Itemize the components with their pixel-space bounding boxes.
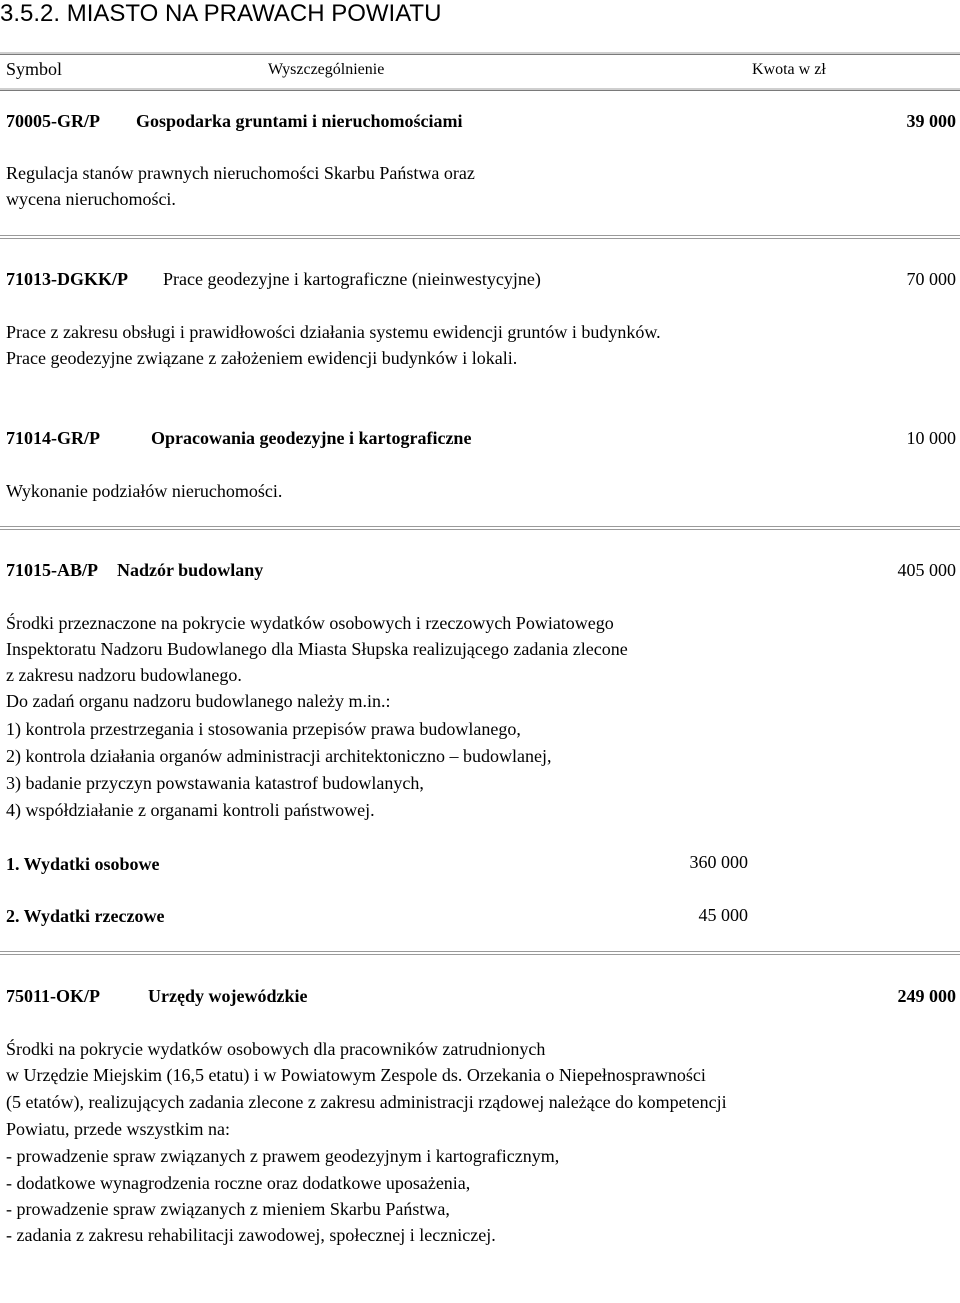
- section-amount: 249 000: [897, 986, 956, 1006]
- header-description: Wyszczególnienie: [268, 61, 385, 78]
- section-text-line: 2) kontrola działania organów administracji architektoniczno – budowlanej,: [6, 746, 552, 766]
- section-amount: 39 000: [906, 111, 956, 131]
- section-text-line: - dodatkowe wynagrodzenia roczne oraz dodatkowe uposażenia,: [6, 1173, 471, 1193]
- section-code: 71015-AB/P: [6, 560, 98, 580]
- section-text-line: wycena nieruchomości.: [6, 189, 176, 209]
- section-code: 70005-GR/P: [6, 111, 100, 131]
- section-code: 75011-OK/P: [6, 986, 100, 1006]
- section-text-line: Wykonanie podziałów nieruchomości.: [6, 481, 283, 501]
- expense-item-amount: 45 000: [698, 905, 748, 925]
- header-amount: Kwota w zł: [752, 61, 826, 78]
- section-code: 71014-GR/P: [6, 428, 100, 448]
- section-text-line: Powiatu, przede wszystkim na:: [6, 1119, 230, 1139]
- section-text-line: 1) kontrola przestrzegania i stosowania przepisów prawa budowlanego,: [6, 719, 521, 739]
- section-name: Gospodarka gruntami i nieruchomościami: [136, 111, 463, 131]
- section-text-line: Inspektoratu Nadzoru Budowlanego dla Miasta Słupska realizującego zadania zlecone: [6, 639, 628, 659]
- section-name: Opracowania geodezyjne i kartograficzne: [151, 428, 472, 448]
- expense-item-amount: 360 000: [689, 852, 748, 872]
- section-text-line: Do zadań organu nadzoru budowlanego należy m.in.:: [6, 691, 391, 711]
- section-text-line: (5 etatów), realizujących zadania zlecone z zakresu administracji rządowej należące do kompetencji: [6, 1092, 727, 1112]
- section-text-line: 3) badanie przyczyn powstawania katastrof budowlanych,: [6, 773, 424, 793]
- section-divider: [0, 951, 960, 955]
- section-text-line: Regulacja stanów prawnych nieruchomości Skarbu Państwa oraz: [6, 163, 475, 183]
- section-amount: 70 000: [906, 269, 956, 289]
- header-top-rule: [0, 52, 960, 55]
- section-text-line: Prace z zakresu obsługi i prawidłowości działania systemu ewidencji gruntów i budynków.: [6, 322, 661, 342]
- page-title: 3.5.2. MIASTO NA PRAWACH POWIATU: [0, 0, 442, 27]
- section-text-line: z zakresu nadzoru budowlanego.: [6, 665, 242, 685]
- expense-item-label: 1. Wydatki osobowe: [6, 854, 160, 874]
- section-text-line: - prowadzenie spraw związanych z prawem geodezyjnym i kartograficznym,: [6, 1146, 560, 1166]
- section-name: Urzędy wojewódzkie: [148, 986, 308, 1006]
- header-symbol: Symbol: [6, 59, 63, 79]
- section-text-line: - zadania z zakresu rehabilitacji zawodowej, społecznej i leczniczej.: [6, 1225, 496, 1245]
- section-amount: 405 000: [897, 560, 956, 580]
- section-text-line: 4) współdziałanie z organami kontroli państwowej.: [6, 800, 375, 820]
- header-bottom-rule: [0, 88, 960, 91]
- expense-item-label: 2. Wydatki rzeczowe: [6, 906, 165, 926]
- section-text-line: Środki przeznaczone na pokrycie wydatków osobowych i rzeczowych Powiatowego: [6, 613, 614, 633]
- section-name: Prace geodezyjne i kartograficzne (nieinwestycyjne): [163, 269, 541, 289]
- section-code: 71013-DGKK/P: [6, 269, 128, 289]
- section-text-line: w Urzędzie Miejskim (16,5 etatu) i w Powiatowym Zespole ds. Orzekania o Niepełnosprawności: [6, 1065, 706, 1085]
- section-divider: [0, 235, 960, 239]
- section-text-line: - prowadzenie spraw związanych z mieniem Skarbu Państwa,: [6, 1199, 450, 1219]
- section-amount: 10 000: [906, 428, 956, 448]
- section-text-line: Środki na pokrycie wydatków osobowych dla pracowników zatrudnionych: [6, 1039, 546, 1059]
- section-name: Nadzór budowlany: [117, 560, 264, 580]
- section-text-line: Prace geodezyjne związane z założeniem ewidencji budynków i lokali.: [6, 348, 518, 368]
- section-divider: [0, 526, 960, 530]
